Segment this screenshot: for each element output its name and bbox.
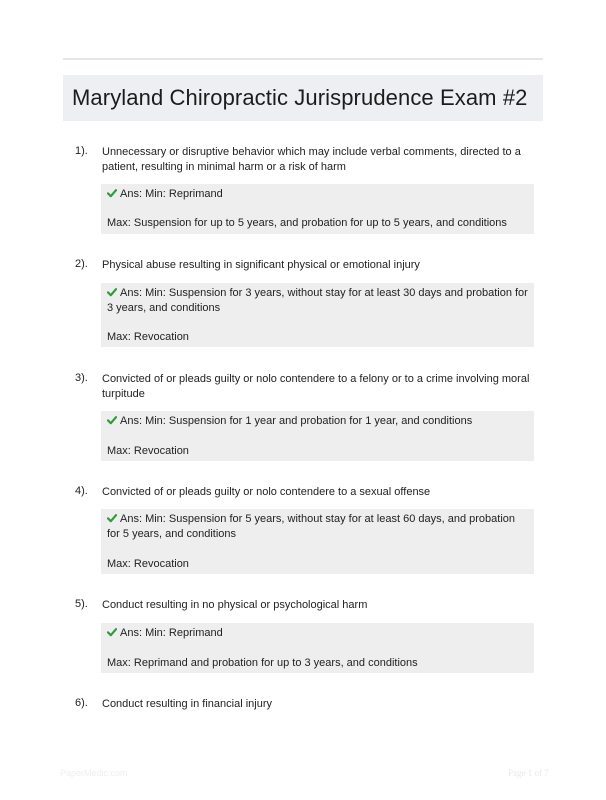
answer-min-text: Ans: Min: Suspension for 1 year and probation for 1 year, and conditions — [120, 415, 473, 427]
answer-box — [101, 184, 534, 234]
question-number: 1). — [75, 145, 88, 157]
answer-max: Max: Reprimand and probation for up to 3 years, and conditions — [107, 657, 418, 669]
question-text: Conduct resulting in financial injury — [102, 698, 272, 710]
answer-min — [107, 512, 528, 542]
answer-box — [101, 283, 534, 347]
answer-min-text: Ans: Min: Suspension for 5 years, without stay for at least 60 days, and probation for 5 years, and conditions — [107, 513, 515, 540]
answer-max: Max: Revocation — [107, 331, 189, 343]
answer-min — [107, 187, 528, 202]
checkmark-icon — [107, 287, 117, 297]
question-text: Conduct resulting in no physical or psychological harm — [102, 599, 368, 611]
checkmark-icon — [107, 627, 117, 637]
answer-min — [107, 286, 528, 316]
checkmark-icon — [107, 415, 117, 425]
answer-max: Max: Suspension for up to 5 years, and probation for up to 5 years, and conditions — [107, 217, 507, 229]
question-text: Convicted of or pleads guilty or nolo contendere to a sexual offense — [102, 486, 431, 498]
question-text: Convicted of or pleads guilty or nolo contendere to a felony or to a crime involving moral turpitude — [102, 373, 530, 400]
checkmark-icon — [107, 188, 117, 198]
checkmark-icon — [107, 513, 117, 523]
answer-min-text: Ans: Min: Suspension for 3 years, without stay for at least 30 days and probation for 3 years, and conditions — [107, 287, 528, 314]
question-number: 6). — [75, 697, 88, 709]
question-text: Unnecessary or disruptive behavior which may include verbal comments, directed to a patient, resulting in minimal harm or a risk of harm — [102, 146, 521, 173]
question-number: 2). — [75, 258, 88, 270]
answer-max: Max: Revocation — [107, 445, 189, 457]
answer-box — [101, 411, 534, 461]
answer-box — [101, 509, 534, 574]
footer-watermark: PaperMedic.com — [60, 768, 128, 778]
question-number: 3). — [75, 372, 88, 384]
answer-max: Max: Revocation — [107, 558, 189, 570]
answer-box — [101, 623, 534, 673]
answer-min — [107, 626, 528, 641]
question-number: 5). — [75, 598, 88, 610]
page-title: Maryland Chiropractic Jurisprudence Exam #2 — [72, 85, 528, 110]
title-banner — [63, 75, 543, 121]
page-number: Page 1 of 7 — [508, 768, 549, 778]
answer-min-text: Ans: Min: Reprimand — [120, 188, 223, 200]
answer-min-text: Ans: Min: Reprimand — [120, 627, 223, 639]
question-text: Physical abuse resulting in significant physical or emotional injury — [102, 259, 420, 271]
top-divider — [63, 58, 543, 60]
question-number: 4). — [75, 485, 88, 497]
answer-min — [107, 414, 528, 429]
